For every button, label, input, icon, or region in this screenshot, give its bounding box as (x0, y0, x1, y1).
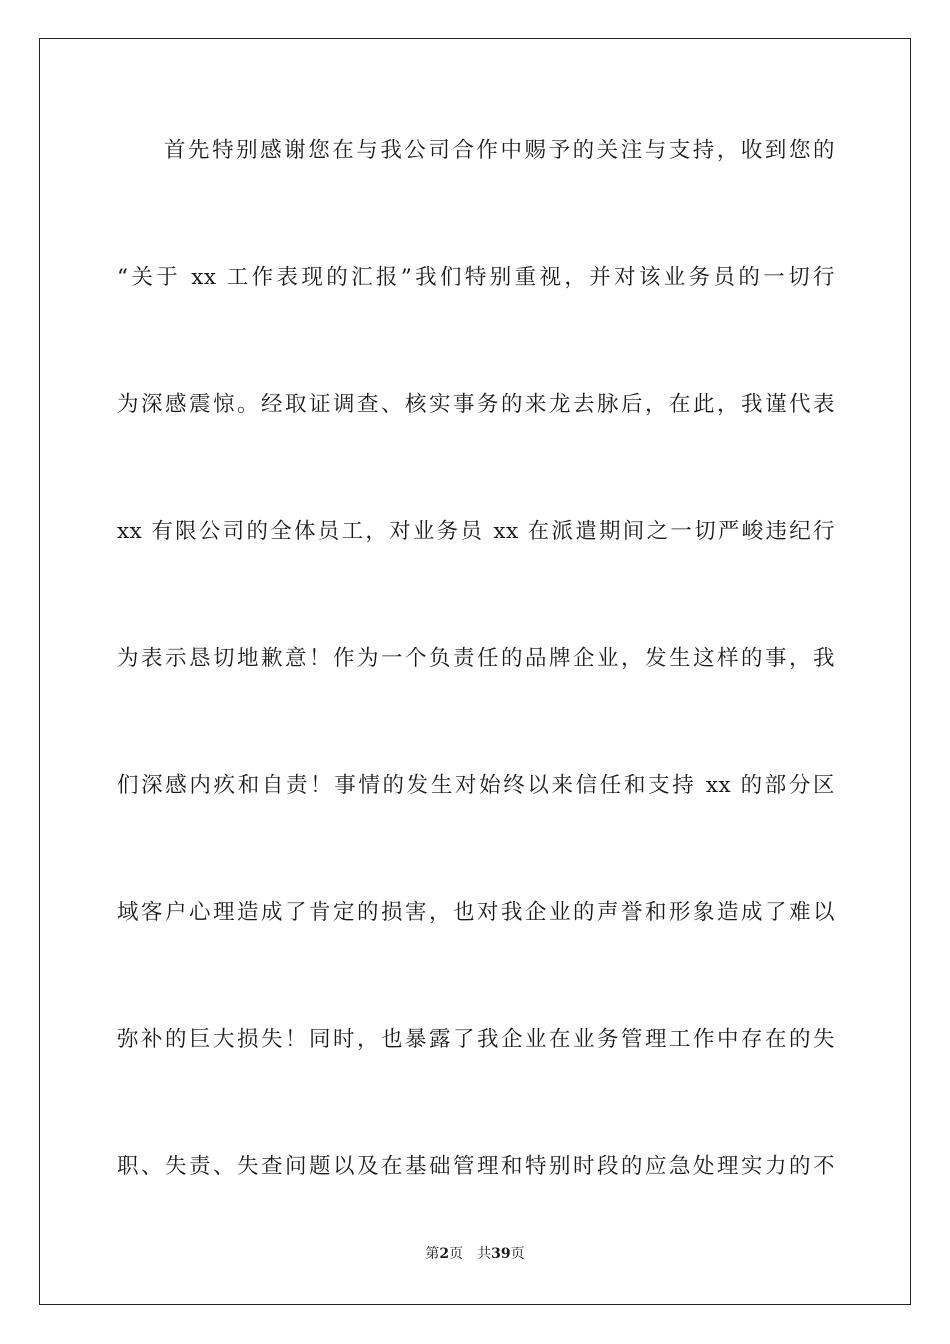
page-suffix: 页 (449, 1246, 464, 1262)
paragraph-line: 职、失责、失查问题以及在基础管理和特别时段的应急处理实力的不 (117, 1154, 835, 1179)
document-body (117, 126, 835, 1269)
page-number: 2 (439, 1246, 450, 1262)
paragraph-line: “关于 xx 工作表现的汇报”我们特别重视，并对该业务员的一切行 (117, 265, 835, 290)
paragraph-line: 为表示恳切地歉意！作为一个负责任的品牌企业，发生这样的事，我 (117, 646, 835, 671)
page-footer (0, 1244, 950, 1264)
paragraph-line: xx 有限公司的全体员工，对业务员 xx 在派遣期间之一切严峻违纪行 (117, 519, 835, 544)
paragraph-line: 域客户心理造成了肯定的损害，也对我企业的声誉和形象造成了难以 (117, 900, 835, 925)
paragraph-line: 们深感内疚和自责！事情的发生对始终以来信任和支持 xx 的部分区 (117, 773, 835, 798)
total-pages: 39 (491, 1246, 511, 1262)
paragraph-line: 首先特别感谢您在与我公司合作中赐予的关注与支持，收到您的 (164, 138, 835, 163)
total-suffix: 页 (510, 1246, 525, 1262)
total-prefix: 共 (477, 1246, 492, 1262)
paragraph-line: 弥补的巨大损失！同时，也暴露了我企业在业务管理工作中存在的失 (117, 1027, 835, 1052)
page-prefix: 第 (425, 1246, 440, 1262)
paragraph-line: 为深感震惊。经取证调查、核实事务的来龙去脉后，在此，我谨代表 (117, 392, 835, 417)
